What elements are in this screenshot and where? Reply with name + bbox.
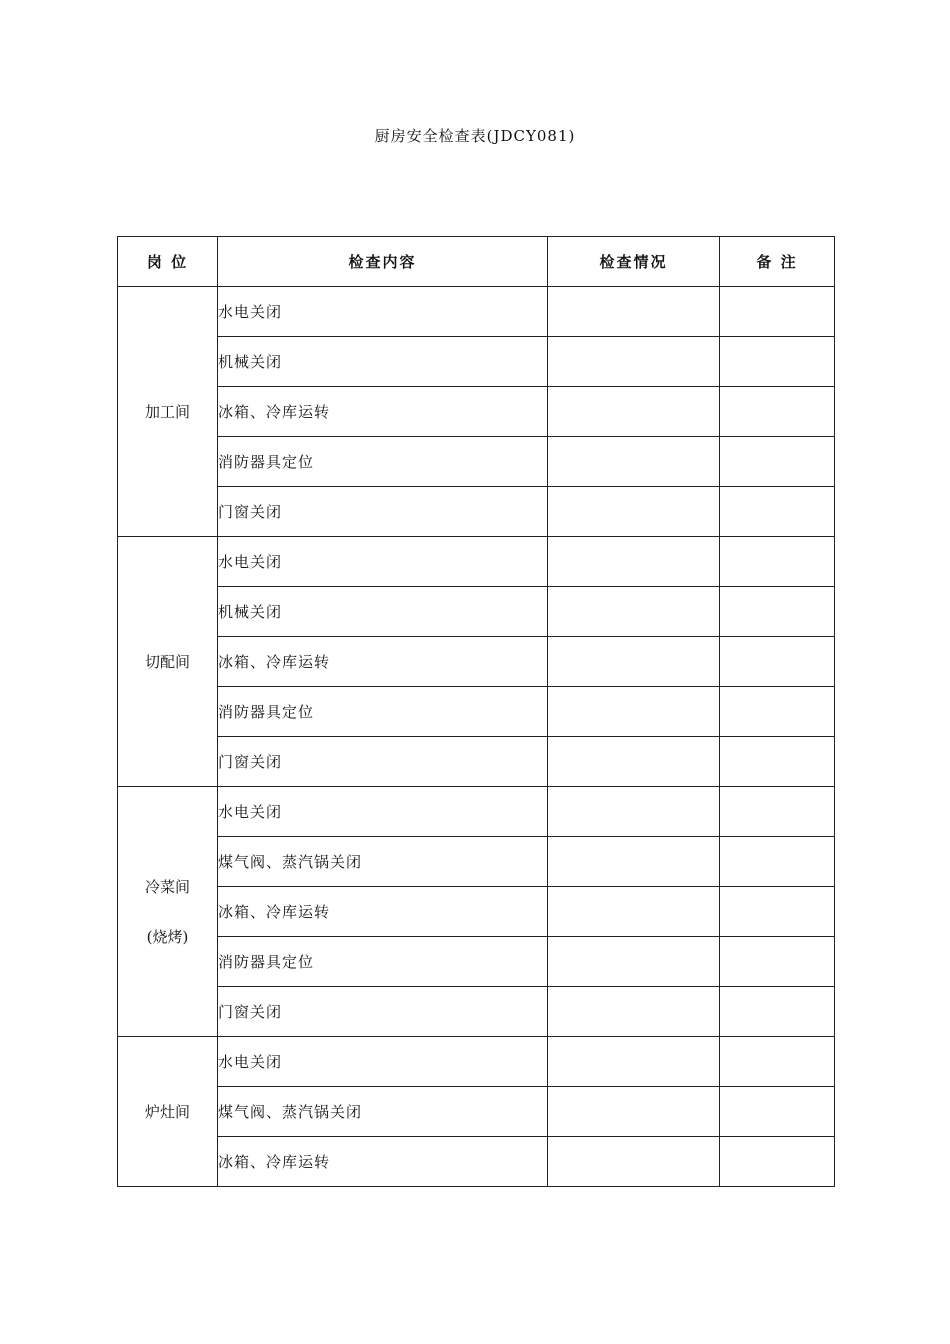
remark-cell[interactable] [720, 1137, 835, 1187]
safety-checklist-table [117, 236, 835, 1187]
table-row [118, 687, 835, 737]
table-row [118, 537, 835, 587]
check-item: 冰箱、冷库运转 [218, 887, 548, 937]
remark-cell[interactable] [720, 387, 835, 437]
check-item: 冰箱、冷库运转 [218, 387, 548, 437]
status-cell[interactable] [548, 737, 720, 787]
post-cell-processing [118, 287, 218, 537]
table-header-row [118, 237, 835, 287]
table-row [118, 387, 835, 437]
status-cell[interactable] [548, 837, 720, 887]
status-cell[interactable] [548, 437, 720, 487]
check-item: 门窗关闭 [218, 737, 548, 787]
table-row [118, 987, 835, 1037]
status-cell[interactable] [548, 637, 720, 687]
remark-cell[interactable] [720, 337, 835, 387]
check-item: 冰箱、冷库运转 [218, 637, 548, 687]
table-row [118, 787, 835, 837]
post-name: 切配间 [144, 652, 190, 671]
status-cell[interactable] [548, 537, 720, 587]
status-cell[interactable] [548, 1037, 720, 1087]
remark-cell[interactable] [720, 487, 835, 537]
check-item: 机械关闭 [218, 587, 548, 637]
table-row [118, 1037, 835, 1087]
status-cell[interactable] [548, 1087, 720, 1137]
table-row [118, 1137, 835, 1187]
remark-cell[interactable] [720, 987, 835, 1037]
remark-cell[interactable] [720, 1037, 835, 1087]
table-row [118, 287, 835, 337]
post-name: 炉灶间 [144, 1102, 190, 1121]
header-status: 检查情况 [548, 237, 720, 287]
status-cell[interactable] [548, 487, 720, 537]
status-cell[interactable] [548, 587, 720, 637]
status-cell[interactable] [548, 787, 720, 837]
post-name: 加工间 [144, 402, 190, 421]
post-cell-cold-dish [118, 787, 218, 1037]
remark-cell[interactable] [720, 637, 835, 687]
check-item: 煤气阀、蒸汽锅关闭 [218, 1087, 548, 1137]
remark-cell[interactable] [720, 937, 835, 987]
check-item: 机械关闭 [218, 337, 548, 387]
check-item: 水电关闭 [218, 537, 548, 587]
table-row [118, 1087, 835, 1137]
remark-cell[interactable] [720, 687, 835, 737]
table-row [118, 437, 835, 487]
table-row [118, 587, 835, 637]
table-row [118, 887, 835, 937]
table-row [118, 637, 835, 687]
check-item: 门窗关闭 [218, 487, 548, 537]
remark-cell[interactable] [720, 887, 835, 937]
status-cell[interactable] [548, 937, 720, 987]
table-row [118, 337, 835, 387]
header-remark: 备 注 [720, 237, 835, 287]
status-cell[interactable] [548, 337, 720, 387]
table-row [118, 837, 835, 887]
status-cell[interactable] [548, 1137, 720, 1187]
table-row [118, 487, 835, 537]
remark-cell[interactable] [720, 737, 835, 787]
post-subname: (烧烤) [146, 927, 189, 946]
post-cell-stove [118, 1037, 218, 1187]
remark-cell[interactable] [720, 1087, 835, 1137]
remark-cell[interactable] [720, 787, 835, 837]
check-item: 水电关闭 [218, 287, 548, 337]
check-item: 水电关闭 [218, 787, 548, 837]
check-item: 冰箱、冷库运转 [218, 1137, 548, 1187]
remark-cell[interactable] [720, 287, 835, 337]
remark-cell[interactable] [720, 537, 835, 587]
table-row [118, 737, 835, 787]
check-item: 消防器具定位 [218, 687, 548, 737]
check-item: 水电关闭 [218, 1037, 548, 1087]
post-name: 冷菜间 [144, 877, 190, 896]
check-item: 消防器具定位 [218, 437, 548, 487]
check-item: 消防器具定位 [218, 937, 548, 987]
status-cell[interactable] [548, 987, 720, 1037]
page-title: 厨房安全检查表(JDCY081) [374, 127, 576, 145]
remark-cell[interactable] [720, 587, 835, 637]
post-cell-cutting [118, 537, 218, 787]
remark-cell[interactable] [720, 837, 835, 887]
table-row [118, 937, 835, 987]
status-cell[interactable] [548, 387, 720, 437]
remark-cell[interactable] [720, 437, 835, 487]
status-cell[interactable] [548, 287, 720, 337]
check-item: 煤气阀、蒸汽锅关闭 [218, 837, 548, 887]
header-content: 检查内容 [218, 237, 548, 287]
status-cell[interactable] [548, 887, 720, 937]
header-post: 岗 位 [118, 237, 218, 287]
status-cell[interactable] [548, 687, 720, 737]
check-item: 门窗关闭 [218, 987, 548, 1037]
